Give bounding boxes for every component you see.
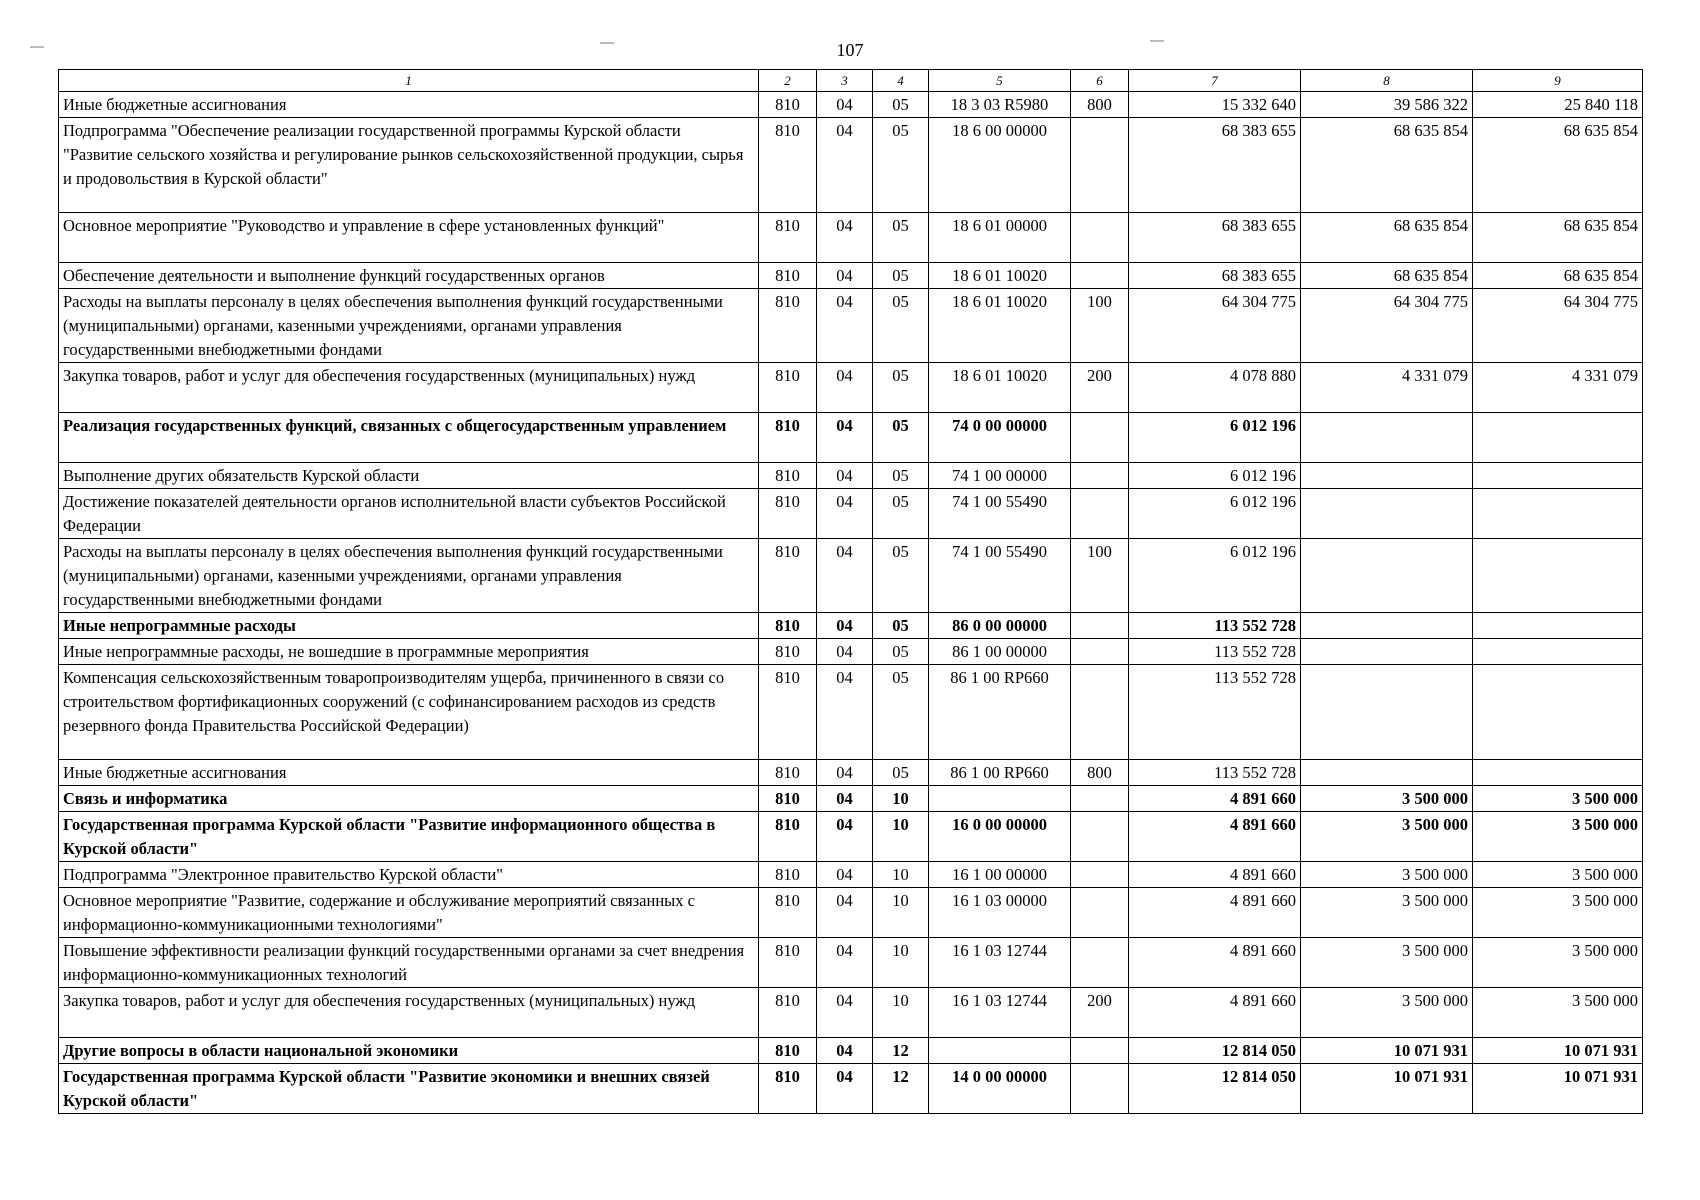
subsection-code: 05 bbox=[873, 213, 929, 263]
ministry-code: 810 bbox=[759, 263, 817, 289]
target-article-code: 74 0 00 00000 bbox=[929, 413, 1071, 463]
expense-type-code bbox=[1071, 665, 1129, 760]
target-article-code bbox=[929, 1038, 1071, 1064]
expense-type-code: 100 bbox=[1071, 289, 1129, 363]
line-item-name: Компенсация сельскохозяйственным товаропроизводителям ущерба, причиненного в связи со строительством фортификационных сооружений (с софинансированием расходов из средств резервного фонда Правительства Российской Федерации) bbox=[59, 665, 759, 760]
amount-year-3 bbox=[1473, 639, 1643, 665]
column-header-3: 3 bbox=[817, 70, 873, 92]
page-number: 107 bbox=[836, 40, 864, 60]
subsection-code: 05 bbox=[873, 639, 929, 665]
expense-type-code bbox=[1071, 812, 1129, 862]
table-row bbox=[59, 363, 1643, 413]
table-row bbox=[59, 1064, 1643, 1114]
section-code: 04 bbox=[817, 665, 873, 760]
amount-year-2 bbox=[1301, 760, 1473, 786]
line-item-name: Иные бюджетные ассигнования bbox=[59, 760, 759, 786]
target-article-code: 18 6 01 10020 bbox=[929, 363, 1071, 413]
expense-type-code bbox=[1071, 888, 1129, 938]
amount-year-3: 4 331 079 bbox=[1473, 363, 1643, 413]
amount-year-2: 3 500 000 bbox=[1301, 938, 1473, 988]
target-article-code: 86 1 00 RP660 bbox=[929, 760, 1071, 786]
table-row bbox=[59, 463, 1643, 489]
ministry-code: 810 bbox=[759, 938, 817, 988]
section-code: 04 bbox=[817, 213, 873, 263]
budget-table bbox=[58, 69, 1643, 1114]
ministry-code: 810 bbox=[759, 289, 817, 363]
subsection-code: 12 bbox=[873, 1064, 929, 1114]
target-article-code: 86 1 00 00000 bbox=[929, 639, 1071, 665]
line-item-name: Достижение показателей деятельности органов исполнительной власти субъектов Российской Федерации bbox=[59, 489, 759, 539]
amount-year-2: 3 500 000 bbox=[1301, 988, 1473, 1038]
amount-year-1: 113 552 728 bbox=[1129, 613, 1301, 639]
line-item-name: Другие вопросы в области национальной экономики bbox=[59, 1038, 759, 1064]
expense-type-code bbox=[1071, 263, 1129, 289]
line-item-name: Расходы на выплаты персоналу в целях обеспечения выполнения функций государственными (муниципальными) органами, казенными учреждениями, органами управления государственными внебюджетными фондами bbox=[59, 539, 759, 613]
table-row bbox=[59, 665, 1643, 760]
ministry-code: 810 bbox=[759, 639, 817, 665]
target-article-code: 14 0 00 00000 bbox=[929, 1064, 1071, 1114]
amount-year-3: 3 500 000 bbox=[1473, 786, 1643, 812]
target-article-code: 18 6 01 10020 bbox=[929, 289, 1071, 363]
section-code: 04 bbox=[817, 489, 873, 539]
expense-type-code bbox=[1071, 613, 1129, 639]
line-item-name: Связь и информатика bbox=[59, 786, 759, 812]
table-row bbox=[59, 938, 1643, 988]
table-row bbox=[59, 1038, 1643, 1064]
table-row bbox=[59, 639, 1643, 665]
target-article-code: 74 1 00 55490 bbox=[929, 489, 1071, 539]
table-row bbox=[59, 92, 1643, 118]
expense-type-code: 200 bbox=[1071, 363, 1129, 413]
section-code: 04 bbox=[817, 613, 873, 639]
section-code: 04 bbox=[817, 289, 873, 363]
amount-year-2: 3 500 000 bbox=[1301, 812, 1473, 862]
target-article-code: 16 1 03 12744 bbox=[929, 938, 1071, 988]
section-code: 04 bbox=[817, 263, 873, 289]
ministry-code: 810 bbox=[759, 213, 817, 263]
line-item-name: Подпрограмма "Обеспечение реализации государственной программы Курской области "Развитие сельского хозяйства и регулирование рынков сельскохозяйственной продукции, сырья и продовольствия в Курской области" bbox=[59, 118, 759, 213]
ministry-code: 810 bbox=[759, 489, 817, 539]
table-body bbox=[59, 92, 1643, 1114]
ministry-code: 810 bbox=[759, 463, 817, 489]
amount-year-3: 68 635 854 bbox=[1473, 213, 1643, 263]
amount-year-1: 12 814 050 bbox=[1129, 1038, 1301, 1064]
amount-year-2 bbox=[1301, 665, 1473, 760]
table-row bbox=[59, 786, 1643, 812]
amount-year-1: 4 891 660 bbox=[1129, 862, 1301, 888]
subsection-code: 05 bbox=[873, 665, 929, 760]
subsection-code: 05 bbox=[873, 118, 929, 213]
ministry-code: 810 bbox=[759, 1064, 817, 1114]
amount-year-3: 10 071 931 bbox=[1473, 1038, 1643, 1064]
section-code: 04 bbox=[817, 463, 873, 489]
expense-type-code bbox=[1071, 213, 1129, 263]
amount-year-3: 3 500 000 bbox=[1473, 888, 1643, 938]
ministry-code: 810 bbox=[759, 613, 817, 639]
line-item-name: Подпрограмма "Электронное правительство Курской области" bbox=[59, 862, 759, 888]
subsection-code: 05 bbox=[873, 363, 929, 413]
line-item-name: Иные непрограммные расходы bbox=[59, 613, 759, 639]
table-row bbox=[59, 988, 1643, 1038]
section-code: 04 bbox=[817, 639, 873, 665]
amount-year-2: 3 500 000 bbox=[1301, 862, 1473, 888]
target-article-code: 16 1 00 00000 bbox=[929, 862, 1071, 888]
amount-year-2: 68 635 854 bbox=[1301, 118, 1473, 213]
amount-year-1: 64 304 775 bbox=[1129, 289, 1301, 363]
header-row bbox=[59, 70, 1643, 92]
amount-year-1: 4 891 660 bbox=[1129, 812, 1301, 862]
target-article-code: 16 1 03 00000 bbox=[929, 888, 1071, 938]
target-article-code: 18 6 00 00000 bbox=[929, 118, 1071, 213]
section-code: 04 bbox=[817, 786, 873, 812]
target-article-code: 18 6 01 10020 bbox=[929, 263, 1071, 289]
amount-year-2 bbox=[1301, 639, 1473, 665]
amount-year-3: 68 635 854 bbox=[1473, 118, 1643, 213]
amount-year-2: 3 500 000 bbox=[1301, 888, 1473, 938]
line-item-name: Государственная программа Курской области "Развитие экономики и внешних связей Курской области" bbox=[59, 1064, 759, 1114]
column-header-9: 9 bbox=[1473, 70, 1643, 92]
target-article-code: 18 6 01 00000 bbox=[929, 213, 1071, 263]
line-item-name: Закупка товаров, работ и услуг для обеспечения государственных (муниципальных) нужд bbox=[59, 988, 759, 1038]
line-item-name: Повышение эффективности реализации функций государственными органами за счет внедрения информационно-коммуникационных технологий bbox=[59, 938, 759, 988]
amount-year-2 bbox=[1301, 489, 1473, 539]
amount-year-1: 113 552 728 bbox=[1129, 760, 1301, 786]
subsection-code: 05 bbox=[873, 539, 929, 613]
amount-year-3: 3 500 000 bbox=[1473, 862, 1643, 888]
line-item-name: Выполнение других обязательств Курской области bbox=[59, 463, 759, 489]
expense-type-code bbox=[1071, 463, 1129, 489]
target-article-code: 16 0 00 00000 bbox=[929, 812, 1071, 862]
amount-year-1: 15 332 640 bbox=[1129, 92, 1301, 118]
amount-year-2: 10 071 931 bbox=[1301, 1064, 1473, 1114]
amount-year-1: 113 552 728 bbox=[1129, 639, 1301, 665]
line-item-name: Основное мероприятие "Руководство и управление в сфере установленных функций" bbox=[59, 213, 759, 263]
scan-speck bbox=[30, 46, 44, 48]
line-item-name: Закупка товаров, работ и услуг для обеспечения государственных (муниципальных) нужд bbox=[59, 363, 759, 413]
column-header-1: 1 bbox=[59, 70, 759, 92]
section-code: 04 bbox=[817, 888, 873, 938]
line-item-name: Расходы на выплаты персоналу в целях обеспечения выполнения функций государственными (муниципальными) органами, казенными учреждениями, органами управления государственными внебюджетными фондами bbox=[59, 289, 759, 363]
amount-year-1: 68 383 655 bbox=[1129, 213, 1301, 263]
table-row bbox=[59, 118, 1643, 213]
expense-type-code bbox=[1071, 1064, 1129, 1114]
section-code: 04 bbox=[817, 812, 873, 862]
section-code: 04 bbox=[817, 363, 873, 413]
line-item-name: Иные бюджетные ассигнования bbox=[59, 92, 759, 118]
amount-year-3: 64 304 775 bbox=[1473, 289, 1643, 363]
subsection-code: 12 bbox=[873, 1038, 929, 1064]
amount-year-3 bbox=[1473, 463, 1643, 489]
subsection-code: 05 bbox=[873, 92, 929, 118]
table-row bbox=[59, 888, 1643, 938]
ministry-code: 810 bbox=[759, 862, 817, 888]
line-item-name: Иные непрограммные расходы, не вошедшие в программные мероприятия bbox=[59, 639, 759, 665]
ministry-code: 810 bbox=[759, 988, 817, 1038]
amount-year-2: 68 635 854 bbox=[1301, 213, 1473, 263]
expense-type-code: 200 bbox=[1071, 988, 1129, 1038]
expense-type-code bbox=[1071, 862, 1129, 888]
amount-year-3 bbox=[1473, 665, 1643, 760]
column-header-5: 5 bbox=[929, 70, 1071, 92]
expense-type-code bbox=[1071, 118, 1129, 213]
amount-year-3: 3 500 000 bbox=[1473, 938, 1643, 988]
column-header-7: 7 bbox=[1129, 70, 1301, 92]
amount-year-2 bbox=[1301, 539, 1473, 613]
amount-year-2: 39 586 322 bbox=[1301, 92, 1473, 118]
subsection-code: 05 bbox=[873, 289, 929, 363]
target-article-code: 18 3 03 R5980 bbox=[929, 92, 1071, 118]
amount-year-2 bbox=[1301, 413, 1473, 463]
amount-year-3: 10 071 931 bbox=[1473, 1064, 1643, 1114]
expense-type-code bbox=[1071, 639, 1129, 665]
table-row bbox=[59, 760, 1643, 786]
amount-year-1: 6 012 196 bbox=[1129, 489, 1301, 539]
amount-year-2: 10 071 931 bbox=[1301, 1038, 1473, 1064]
amount-year-3: 25 840 118 bbox=[1473, 92, 1643, 118]
subsection-code: 05 bbox=[873, 413, 929, 463]
expense-type-code bbox=[1071, 413, 1129, 463]
section-code: 04 bbox=[817, 760, 873, 786]
subsection-code: 10 bbox=[873, 988, 929, 1038]
amount-year-1: 68 383 655 bbox=[1129, 263, 1301, 289]
amount-year-3: 68 635 854 bbox=[1473, 263, 1643, 289]
subsection-code: 05 bbox=[873, 489, 929, 539]
ministry-code: 810 bbox=[759, 760, 817, 786]
table-row bbox=[59, 213, 1643, 263]
column-header-6: 6 bbox=[1071, 70, 1129, 92]
subsection-code: 10 bbox=[873, 812, 929, 862]
ministry-code: 810 bbox=[759, 786, 817, 812]
ministry-code: 810 bbox=[759, 363, 817, 413]
amount-year-3 bbox=[1473, 539, 1643, 613]
amount-year-1: 6 012 196 bbox=[1129, 463, 1301, 489]
subsection-code: 05 bbox=[873, 463, 929, 489]
target-article-code bbox=[929, 786, 1071, 812]
subsection-code: 10 bbox=[873, 888, 929, 938]
subsection-code: 10 bbox=[873, 862, 929, 888]
amount-year-1: 6 012 196 bbox=[1129, 539, 1301, 613]
section-code: 04 bbox=[817, 118, 873, 213]
expense-type-code bbox=[1071, 938, 1129, 988]
subsection-code: 05 bbox=[873, 613, 929, 639]
target-article-code: 74 1 00 55490 bbox=[929, 539, 1071, 613]
table-row bbox=[59, 489, 1643, 539]
section-code: 04 bbox=[817, 938, 873, 988]
expense-type-code bbox=[1071, 786, 1129, 812]
subsection-code: 10 bbox=[873, 786, 929, 812]
amount-year-2: 68 635 854 bbox=[1301, 263, 1473, 289]
subsection-code: 10 bbox=[873, 938, 929, 988]
expense-type-code bbox=[1071, 489, 1129, 539]
amount-year-2 bbox=[1301, 613, 1473, 639]
section-code: 04 bbox=[817, 413, 873, 463]
scan-speck bbox=[1150, 40, 1164, 42]
line-item-name: Государственная программа Курской области "Развитие информационного общества в Курской области" bbox=[59, 812, 759, 862]
line-item-name: Обеспечение деятельности и выполнение функций государственных органов bbox=[59, 263, 759, 289]
ministry-code: 810 bbox=[759, 413, 817, 463]
section-code: 04 bbox=[817, 862, 873, 888]
ministry-code: 810 bbox=[759, 92, 817, 118]
amount-year-1: 113 552 728 bbox=[1129, 665, 1301, 760]
amount-year-1: 4 891 660 bbox=[1129, 938, 1301, 988]
amount-year-3: 3 500 000 bbox=[1473, 988, 1643, 1038]
ministry-code: 810 bbox=[759, 888, 817, 938]
table-row bbox=[59, 613, 1643, 639]
table-row bbox=[59, 862, 1643, 888]
expense-type-code bbox=[1071, 1038, 1129, 1064]
target-article-code: 74 1 00 00000 bbox=[929, 463, 1071, 489]
ministry-code: 810 bbox=[759, 812, 817, 862]
amount-year-2 bbox=[1301, 463, 1473, 489]
table-row bbox=[59, 812, 1643, 862]
table-row bbox=[59, 289, 1643, 363]
column-header-4: 4 bbox=[873, 70, 929, 92]
amount-year-2: 4 331 079 bbox=[1301, 363, 1473, 413]
section-code: 04 bbox=[817, 1064, 873, 1114]
amount-year-1: 6 012 196 bbox=[1129, 413, 1301, 463]
amount-year-2: 64 304 775 bbox=[1301, 289, 1473, 363]
subsection-code: 05 bbox=[873, 760, 929, 786]
expense-type-code: 800 bbox=[1071, 92, 1129, 118]
section-code: 04 bbox=[817, 988, 873, 1038]
target-article-code: 16 1 03 12744 bbox=[929, 988, 1071, 1038]
target-article-code: 86 0 00 00000 bbox=[929, 613, 1071, 639]
ministry-code: 810 bbox=[759, 1038, 817, 1064]
section-code: 04 bbox=[817, 92, 873, 118]
target-article-code: 86 1 00 RP660 bbox=[929, 665, 1071, 760]
scan-speck bbox=[600, 42, 614, 44]
table-row bbox=[59, 413, 1643, 463]
line-item-name: Реализация государственных функций, связанных с общегосударственным управлением bbox=[59, 413, 759, 463]
expense-type-code: 800 bbox=[1071, 760, 1129, 786]
expense-type-code: 100 bbox=[1071, 539, 1129, 613]
amount-year-3 bbox=[1473, 613, 1643, 639]
amount-year-1: 4 891 660 bbox=[1129, 888, 1301, 938]
subsection-code: 05 bbox=[873, 263, 929, 289]
amount-year-1: 4 891 660 bbox=[1129, 786, 1301, 812]
amount-year-3: 3 500 000 bbox=[1473, 812, 1643, 862]
section-code: 04 bbox=[817, 539, 873, 613]
ministry-code: 810 bbox=[759, 539, 817, 613]
amount-year-3 bbox=[1473, 760, 1643, 786]
table-row bbox=[59, 263, 1643, 289]
column-header-2: 2 bbox=[759, 70, 817, 92]
amount-year-3 bbox=[1473, 489, 1643, 539]
amount-year-1: 12 814 050 bbox=[1129, 1064, 1301, 1114]
ministry-code: 810 bbox=[759, 118, 817, 213]
amount-year-2: 3 500 000 bbox=[1301, 786, 1473, 812]
table-row bbox=[59, 539, 1643, 613]
amount-year-3 bbox=[1473, 413, 1643, 463]
column-header-8: 8 bbox=[1301, 70, 1473, 92]
section-code: 04 bbox=[817, 1038, 873, 1064]
amount-year-1: 68 383 655 bbox=[1129, 118, 1301, 213]
amount-year-1: 4 078 880 bbox=[1129, 363, 1301, 413]
amount-year-1: 4 891 660 bbox=[1129, 988, 1301, 1038]
ministry-code: 810 bbox=[759, 665, 817, 760]
line-item-name: Основное мероприятие "Развитие, содержание и обслуживание мероприятий связанных с информационно-коммуникационными технологиями" bbox=[59, 888, 759, 938]
